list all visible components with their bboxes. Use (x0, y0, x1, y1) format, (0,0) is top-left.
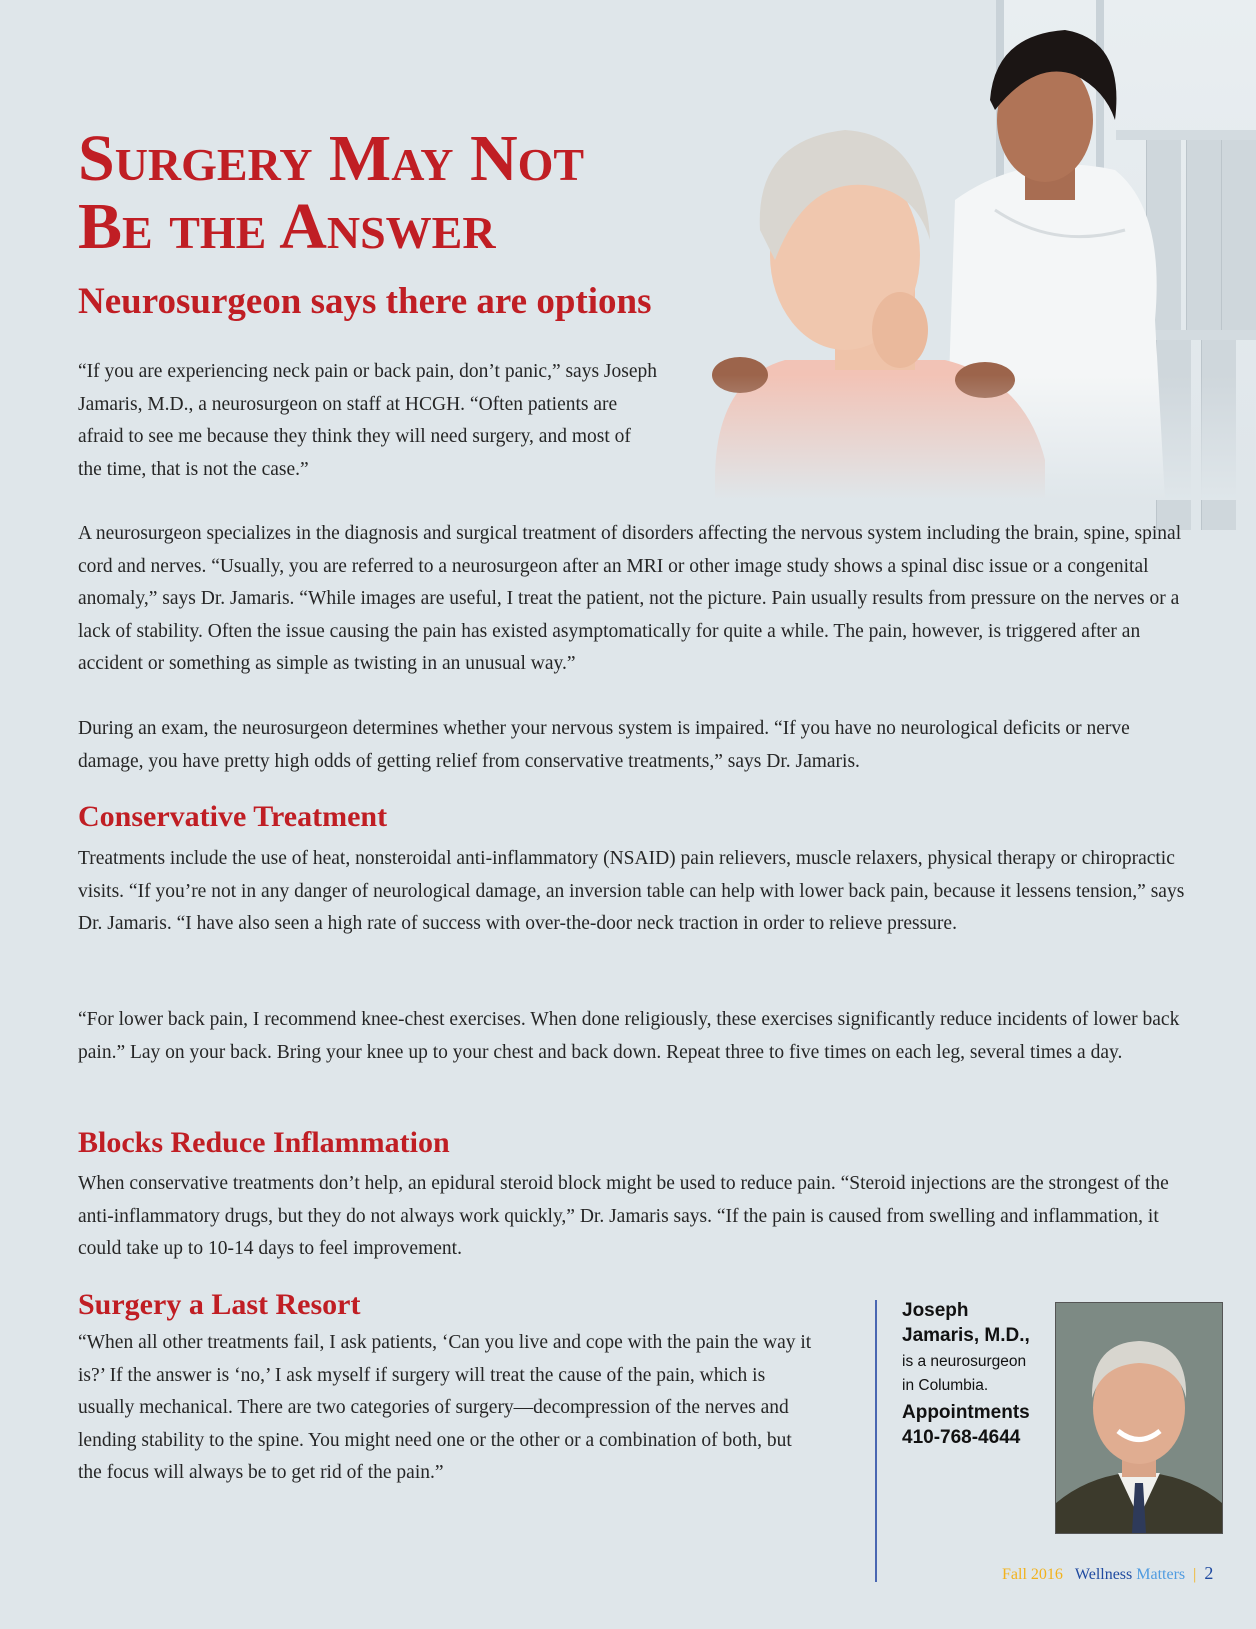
section-heading-surgery: Surgery a Last Resort (78, 1288, 361, 1321)
sidebar-divider (875, 1300, 877, 1582)
footer-season: Fall 2016 (1002, 1566, 1063, 1583)
article-title-line-1: Surgery May Not (78, 122, 585, 195)
author-portrait (1055, 1302, 1223, 1534)
author-box (902, 1298, 1062, 1450)
author-desc-line-2: in Columbia. (902, 1377, 989, 1394)
intro-paragraph: “If you are experiencing neck pain or back pain, don’t panic,” says Joseph Jamaris, M.D., a neurosurgeon on staff at HCGH. “Often patients are afraid to see me because they think they will need surgery, and most of the time, that is not the case.” (78, 361, 658, 480)
footer-brand-part-2: Matters (1136, 1566, 1186, 1583)
section-heading-conservative: Conservative Treatment (78, 800, 388, 833)
body-paragraph-5: When conservative treatments don’t help, an epidural steroid block might be used to reduce pain. “Steroid injections are the strongest of the anti-inflammatory drugs, but they do not always work quickly,” Dr. Jamaris says. “If the pain is caused from swelling and inflammation, it could take up to 10-14 days to feel improvement. (78, 1173, 1169, 1259)
footer-brand-part-1: Wellness (1074, 1566, 1133, 1583)
page-footer (1002, 1563, 1213, 1584)
body-paragraph-3: Treatments include the use of heat, nonsteroidal anti-inflammatory (NSAID) pain relievers, muscle relaxers, physical therapy or chiropractic visits. “If you’re not in any danger of neurological damage, an inversion table can help with lower back pain, because it lessens tension,” says Dr. Jamaris. “I have also seen a high rate of success with over-the-door neck traction in order to relieve pressure. (78, 848, 1185, 934)
appointments-label: Appointments (902, 1402, 1030, 1423)
appointments-phone[interactable]: 410-768-4644 (902, 1427, 1021, 1448)
section-heading-blocks: Blocks Reduce Inflammation (78, 1126, 450, 1159)
author-name-line-1: Joseph (902, 1300, 969, 1321)
hero-photo (695, 0, 1255, 500)
article-title-line-2: Be the Answer (78, 190, 496, 263)
body-paragraph-6: “When all other treatments fail, I ask patients, ‘Can you live and cope with the pain the way it is?’ If the answer is ‘no,’ I ask myself if surgery will treat the cause of the pain, which is usually mechanical. There are two categories of surgery—decompression of the nerves and lending stability to the spine. You might need one or the other or a combination of both, but the focus will always be to get rid of the pain.” (78, 1332, 812, 1483)
article-title (78, 122, 738, 263)
body-paragraph-2: During an exam, the neurosurgeon determines whether your nervous system is impaired. “If you have no neurological deficits or nerve damage, you have pretty high odds of getting relief from conservative treatments,” says Dr. Jamaris. (78, 718, 1130, 772)
author-name-line-2: Jamaris, M.D., (902, 1325, 1030, 1346)
article-subtitle: Neurosurgeon says there are options (78, 281, 652, 322)
page-number: 2 (1204, 1563, 1214, 1583)
body-paragraph-1: A neurosurgeon specializes in the diagnosis and surgical treatment of disorders affecting the nervous system including the brain, spine, spinal cord and nerves. “Usually, you are referred to a neurosurgeon after an MRI or other image study shows a spinal disc issue or a congenital anomaly,” says Dr. Jamaris. “While images are useful, I treat the patient, not the picture. Pain usually results from pressure on the nerves or a lack of stability. Often the issue causing the pain has existed asymptomatically for quite a while. The pain, however, is triggered after an accident or something as simple as twisting in an unusual way.” (78, 523, 1182, 674)
body-paragraph-4: “For lower back pain, I recommend knee-chest exercises. When done religiously, these exercises significantly reduce incidents of lower back pain.” Lay on your back. Bring your knee up to your chest and back down. Repeat three to five times on each leg, several times a day. (78, 1009, 1180, 1063)
author-desc-line-1: is a neurosurgeon (902, 1353, 1027, 1370)
footer-separator: | (1193, 1566, 1197, 1583)
